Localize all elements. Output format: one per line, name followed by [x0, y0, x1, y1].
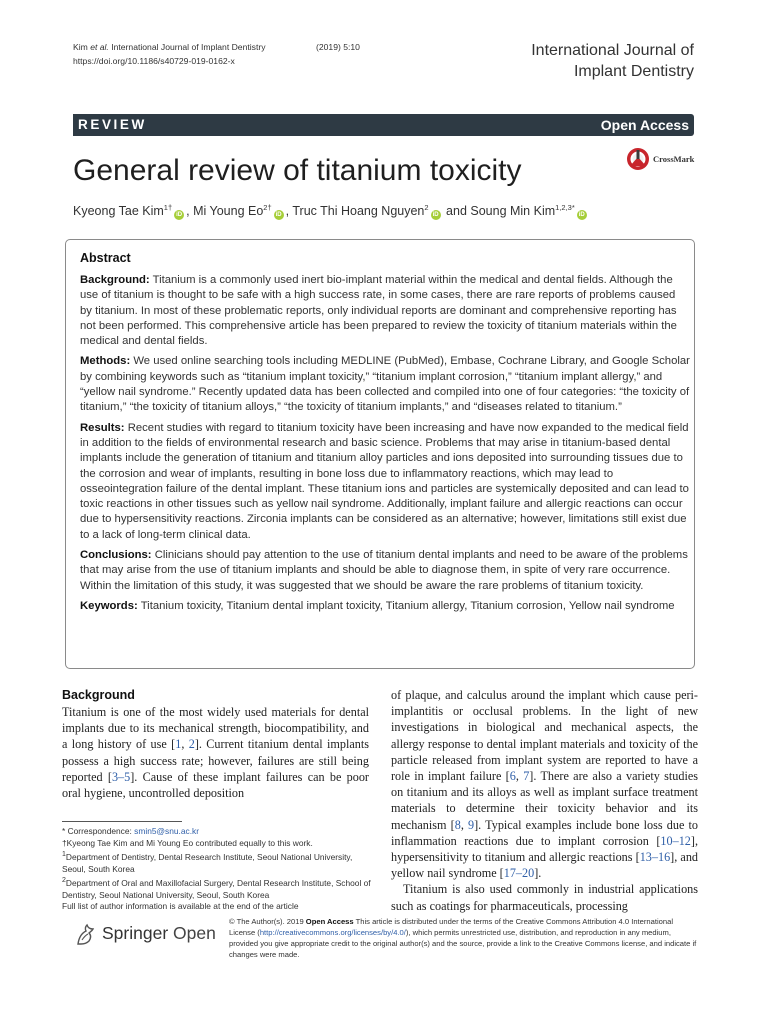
abstract-text: Recent studies with regard to titanium toxicity have been increasing and have now expanded to the medical field in addition to the fields of environmental research and basic science. Problems that may arise in titanium-based dental implants include the generation of titanium and titanium alloy particles and ions deposited into surrounding tissues due to the corrosion and wear of implants, resulting in bone loss due to inflammatory reactions, which may lead to osseointegration failure of the dental implant. These titanium ions and particles are systemically deposited and can lead to toxic reactions in other tissues such as yellow nail syndrome. Additionally, implant failure and allergic reactions can occur due to hypersensitivity reactions. Zirconia implants can be considered as an alternative; however, limitations still exist due to a lack of long-term clinical data. — [80, 421, 689, 541]
publisher-name — [102, 921, 216, 945]
license-open-access: Open Access — [305, 917, 354, 926]
open-access-label: Open Access — [600, 117, 689, 133]
abstract-label: Keywords: — [80, 599, 138, 612]
equal-contribution-note: †Kyeong Tae Kim and Mi Young Eo contributed equally to this work. — [62, 837, 313, 848]
abstract-results — [80, 421, 690, 543]
affiliation-number: 2 — [62, 877, 66, 885]
citation-link[interactable]: 8 — [454, 817, 461, 832]
abstract-label: Results: — [80, 421, 125, 434]
abstract-label: Background: — [80, 274, 150, 286]
citation-link[interactable]: 1 — [175, 737, 182, 752]
correspondence — [62, 826, 372, 838]
author-info-note: Full list of author information is available at the end of the article — [62, 901, 299, 912]
affiliation-number: 1 — [62, 851, 66, 859]
author-affiliation: 2 — [424, 203, 429, 212]
body-text: of plaque, and calculus around the implant which cause peri-implantitis or occlusal problems. In the light of new investigations in biological and mechanical aspects, the allergy response to dental implant materials and toxicity of the particle released from implant system are reported to have a role in implant failure [ — [391, 688, 698, 784]
citation-author: Kim — [73, 42, 91, 52]
license-text: This article is distributed under the terms of the Creative Commons Attribution 4.0 International License ( — [229, 917, 674, 937]
abstract-keywords — [80, 599, 690, 614]
doi-link[interactable]: https://doi.org/10.1186/s40729-019-0162-x — [73, 56, 235, 66]
body-text: , — [460, 817, 469, 832]
author-affiliation: 2† — [263, 203, 272, 212]
license-text: ), which permits unrestricted use, distribution, and reproduction in any medium, provided you give appropriate credit to the original author(s) and the source, provide a link to the Creative Commons license, and indicate if changes were made. — [229, 928, 697, 959]
author-list — [73, 199, 693, 220]
author-separator: , — [285, 204, 293, 218]
body-text: , — [515, 769, 524, 784]
body-text: ]. — [534, 866, 542, 881]
affiliation-1 — [62, 849, 372, 875]
abstract-label: Methods: — [80, 355, 131, 368]
abstract-methods — [80, 354, 690, 415]
author-separator: , — [186, 204, 194, 218]
body-text: ], and yellow nail syndrome [ — [391, 850, 699, 881]
abstract-conclusions — [80, 548, 690, 594]
publisher-open: Open — [168, 923, 216, 943]
crossmark-badge[interactable] — [626, 145, 696, 175]
body-column-left — [62, 687, 369, 801]
body-paragraph — [391, 687, 698, 881]
author-name: Mi Young Eo — [193, 204, 264, 218]
article-title: General review of titanium toxicity — [73, 154, 522, 187]
abstract-heading: Abstract — [80, 251, 131, 265]
citation-etal: et al. — [90, 42, 109, 52]
journal-name-line2: Implant Dentistry — [573, 63, 694, 80]
citation-link[interactable]: 2 — [188, 737, 195, 752]
citation-link[interactable]: 6 — [509, 769, 516, 784]
body-text: ]. Current titanium dental implants possess a high success rate; however, failures are still being reported [ — [62, 737, 370, 784]
correspondence-label: * Correspondence: — [62, 826, 135, 836]
abstract-body — [80, 273, 690, 619]
orcid-icon[interactable]: iD — [176, 212, 183, 218]
license-text: © The Author(s). 2019 — [229, 917, 306, 926]
citation-link[interactable]: 13–16 — [639, 850, 671, 865]
body-paragraph — [62, 704, 369, 801]
springer-horse-icon — [73, 922, 99, 948]
author-name: Kyeong Tae Kim — [73, 204, 164, 218]
author-name: Soung Min Kim — [470, 204, 556, 218]
license-link[interactable]: http://creativecommons.org/licenses/by/4.0/ — [259, 928, 406, 937]
citation-link[interactable]: 17–20 — [503, 866, 535, 881]
citation-link[interactable]: 9 — [468, 817, 475, 832]
body-text: Titanium is one of the most widely used materials for dental implants due to its mechanical strength, biocompatibility, and a long history of use [ — [62, 705, 369, 752]
citation-link[interactable]: 7 — [523, 769, 530, 784]
body-text: ]. There are also a variety studies on titanium and its alloys as well as implant surface treatment materials to determine their toxicity behavior and its mechanism [ — [391, 769, 698, 832]
author-separator: and — [442, 204, 471, 218]
crossmark-label: CrossMark — [653, 154, 695, 164]
citation-journal: International Journal of Implant Dentistry — [108, 42, 266, 52]
footnote-divider — [62, 821, 182, 822]
footnotes — [62, 826, 372, 913]
abstract-text: Clinicians should pay attention to the use of titanium dental implants and need to be aware of the problems that may arise from the use of titanium implants and should be able to diagnose them, in spite of very rare occurrence. Within the limitation of this study, it was suggested that we should be aware the rare problems of titanium toxicity. — [80, 549, 688, 592]
orcid-icon[interactable]: iD — [275, 212, 282, 218]
journal-name-line1: International Journal of — [531, 42, 694, 59]
author-name: Truc Thi Hoang Nguyen — [292, 204, 425, 218]
abstract-label: Conclusions: — [80, 549, 152, 562]
body-column-right — [391, 687, 698, 914]
affiliation-2 — [62, 875, 372, 901]
body-text: , — [181, 737, 189, 752]
orcid-icon[interactable]: iD — [432, 212, 439, 218]
email-link[interactable]: smin5@snu.ac.kr — [134, 826, 199, 836]
article-type-label: REVIEW — [78, 117, 147, 132]
body-paragraph: Titanium is also used commonly in industrial applications such as coatings for pharmaceuticals, processing — [391, 882, 698, 913]
section-heading: Background — [62, 688, 135, 702]
body-text: ], hypersensitivity to titanium and allergic reactions [ — [391, 833, 698, 865]
author-affiliation: 1,2,3* — [555, 203, 575, 212]
body-text: ]. Typical examples include bone loss due to inflammation reactions due to implant corrosion [ — [391, 817, 699, 848]
journal-name — [434, 40, 694, 82]
publisher-brand: Springer — [102, 923, 169, 943]
affiliation-text: Department of Dentistry, Dental Research Institute, Seoul National University, Seoul, South Korea — [62, 851, 353, 874]
abstract-text: We used online searching tools including MEDLINE (PubMed), Embase, Cochrane Library, and Google Scholar by combining keywords such as “titanium implant toxicity,” “titanium implant corrosion,” “titanium implant allergy,” and “yellow nail syndrome.” Recently updated data has been collected and compiled into one of four categories: “the toxicity of titanium,” “the toxicity of titanium alloys,” “the toxicity of titanium implants,” and “diseases related to titanium.” — [80, 355, 690, 414]
citation-year: (2019) 5:10 — [316, 42, 360, 52]
author-affiliation: 1† — [163, 203, 173, 212]
citation-link[interactable]: 10–12 — [660, 833, 691, 848]
citation-link[interactable]: 3–5 — [111, 769, 131, 784]
license-notice — [229, 916, 699, 960]
abstract-text: Titanium is a commonly used inert bio-implant material within the medical and dental fields. Although the use of titanium is thought to be safe with a high success rate, in some cases, there are rare reports of problems caused by titanium. In most of these problematic reports, only individual reports are dominant and comprehensive reporting has not been performed. This comprehensive article has been prepared to review the toxicity of titanium materials within the medical and dental fields. — [80, 274, 677, 348]
body-text: ]. Cause of these implant failures can be poor oral hygiene, uncontrolled deposition — [62, 769, 369, 801]
orcid-icon[interactable]: iD — [578, 212, 585, 218]
abstract-text: Titanium toxicity, Titanium dental implant toxicity, Titanium allergy, Titanium corrosion, Yellow nail syndrome — [137, 599, 675, 612]
affiliation-text: Department of Oral and Maxillofacial Surgery, Dental Research Institute, School of Dentistry, Seoul National University, Seoul, South Korea — [62, 877, 371, 900]
citation-block — [73, 40, 403, 68]
abstract-background — [80, 273, 690, 349]
